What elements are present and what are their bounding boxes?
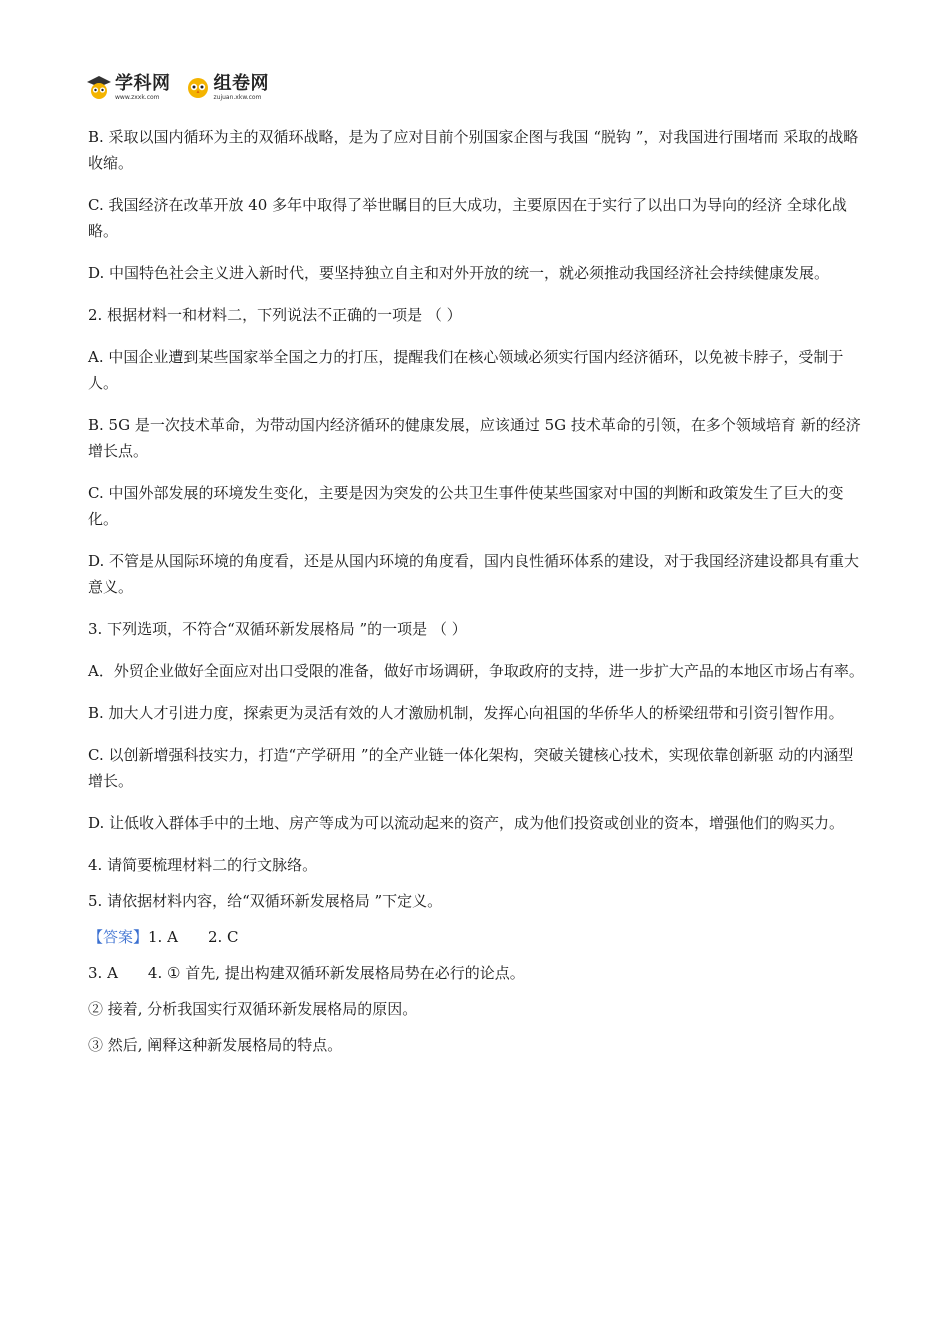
q2-option-c: C. 中国外部发展的环境发生变化，主要是因为突发的公共卫生事件使某些国家对中国的判断和政策发生了巨大的变化。	[88, 484, 844, 528]
zujuan-logo[interactable]	[185, 74, 270, 101]
question-4: 4. 请简要梳理材料二的行文脉络。	[88, 856, 318, 874]
q2-option-b: B. 5G 是一次技术革命，为带动国内经济循环的健康发展，应该通过 5G 技术革命的引领，在多个领域培育 新的经济增长点。	[88, 416, 861, 460]
owl-icon	[185, 74, 211, 100]
zxxk-logo-url: www.zxxk.com	[115, 93, 160, 101]
mortarboard-owl-icon	[86, 74, 112, 100]
q2-option-d: D. 不管是从国际环境的角度看，还是从国内环境的角度看，国内良性循环体系的建设，对于我国经济建设都具有重大意义。	[88, 552, 860, 596]
answer-2: 2. C	[207, 928, 239, 946]
document-body	[88, 124, 864, 1068]
answer-4: 4. ① 首先, 提出构建双循环新发展格局势在必行的论点。	[147, 964, 525, 982]
q3-option-b: B. 加大人才引进力度，探索更为灵活有效的人才激励机制，发挥心向祖国的华侨华人的桥梁纽带和引资引智作用。	[88, 704, 844, 722]
answer-tag: 【答案】	[88, 928, 149, 946]
question-5: 5. 请依据材料内容，给“双循环新发展格局 ”下定义。	[88, 892, 443, 910]
zujuan-logo-url: zujuan.xkw.com	[213, 93, 262, 101]
zujuan-logo-name: 组卷网	[213, 72, 269, 94]
q1-option-c: C. 我国经济在改革开放 40 多年中取得了举世瞩目的巨大成功，主要原因在于实行了以出口为导向的经济 全球化战略。	[88, 196, 847, 240]
q2-option-a: A. 中国企业遭到某些国家举全国之力的打压，提醒我们在核心领域必须实行国内经济循环，以免被卡脖子，受制于人。	[88, 348, 844, 392]
answer-step-2: ② 接着, 分析我国实行双循环新发展格局的原因。	[88, 1000, 418, 1018]
page-header	[86, 70, 283, 104]
q1-option-d: D. 中国特色社会主义进入新时代，要坚持独立自主和对外开放的统一，就必须推动我国经济社会持续健康发展。	[88, 264, 830, 282]
answer-step-3: ③ 然后, 阐释这种新发展格局的特点。	[88, 1036, 343, 1054]
q3-option-d: D. 让低收入群体手中的土地、房产等成为可以流动起来的资产，成为他们投资或创业的资本，增强他们的购买力。	[88, 814, 845, 832]
answer-1: 1. A	[148, 928, 178, 946]
q3-option-a: A．外贸企业做好全面应对出口受限的准备，做好市场调研，争取政府的支持，进一步扩大产品的本地区市场占有率。	[88, 662, 864, 680]
answer-line-2	[88, 960, 864, 986]
question-3: 3. 下列选项，不符合“双循环新发展格局 ”的一项是 （ ）	[88, 620, 467, 638]
q3-option-c: C. 以创新增强科技实力，打造“产学研用 ”的全产业链一体化架构，突破关键核心技术，实现依靠创新驱 动的内涵型增长。	[88, 746, 854, 790]
question-2: 2. 根据材料一和材料二，下列说法不正确的一项是 （ ）	[88, 306, 462, 324]
zxxk-logo[interactable]	[86, 74, 171, 101]
answer-line-1	[88, 924, 864, 950]
answer-3: 3. A	[88, 964, 118, 982]
q1-option-b: B. 采取以国内循环为主的双循环战略，是为了应对目前个别国家企图与我国 “脱钩 ”，对我国进行围堵而 采取的战略收缩。	[88, 128, 859, 172]
zxxk-logo-name: 学科网	[115, 72, 171, 94]
